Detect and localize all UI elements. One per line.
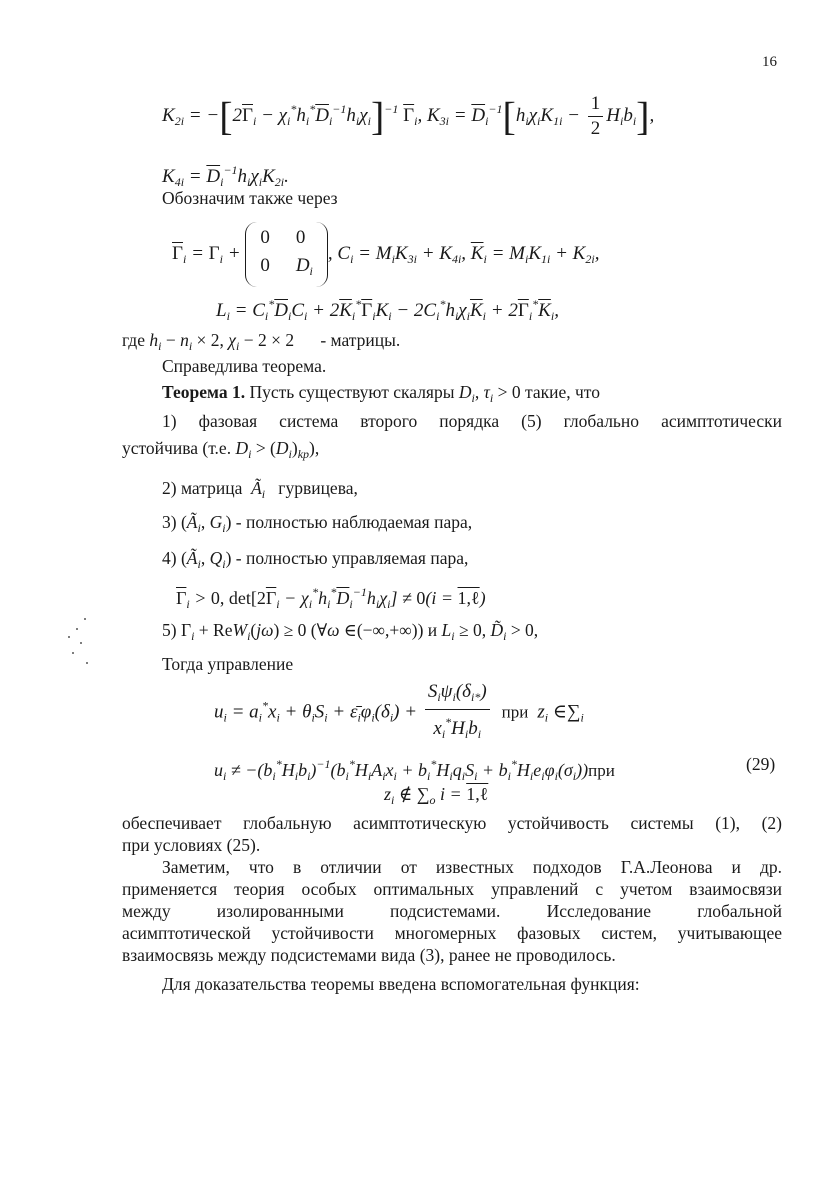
equation-u-line-3: $z_i$ ∉ $\sum_o$ i = 1,ℓ [384,784,489,807]
equation-number-29: (29) [746,754,776,774]
condition-4: 4) ($Ã_i$, $Q_i$) - полностью управляемая пара, [162,548,469,571]
page-number: 16 [762,54,777,70]
condition-1-line-2: устойчива (т.е. $D_i > (D_i)_{kp}$), [122,438,320,461]
scan-specks [62,618,92,668]
paragraph-note [122,856,782,966]
equation-u-line-2: $u_i \ne -(b_i^*H_ib_i)^{-1}(b_i^*H_iA_ix_i + b_i^*H_iq_iS_i + b_i^*H_ie_i\varphi_i(\sigma_i))при$ [214,757,615,783]
text-also-denote: Обозначим также через [162,188,338,208]
condition-1-line-1: 1) фазовая система второго порядка (5) глобально асимптотически [162,411,782,431]
text-proof-intro: Для доказательства теоремы введена вспомогательная функция: [162,974,640,994]
equation-k4: $K_{4i} = \overline{D}_i^{-1}h_i\chi_iK_{2i}$. [162,163,289,189]
condition-3: 3) ($Ã_i$, $G_i$) - полностью наблюдаемая пара, [162,512,473,535]
equation-k2-k3: $K_{2i} = -[2\overline{\Gamma}_i - \chi_i^*h_i^*\overline{D}_i^{-1}h_i\chi_i]^{-1}$ $\overline{\Gamma}_i$, $K_{3i} = \overline{D}_i^{-1}[h_i\chi_iK_{1i}$ − $\frac{1}{2}$ $H_ib_i$], [162,93,655,139]
text-theorem-valid: Справедлива теорема. [162,356,327,376]
condition-4-extra: $\overline{\Gamma}_i > 0$, $\det[2\overline{\Gamma}_i - \chi_i^*h_i^*\overline{D}_i^{-1}h_i\chi_i] \ne 0(i$ = 1,ℓ) [176,585,486,611]
condition-5: 5) $\Gamma_i + ReW_i(j\omega) \ge 0$ (∀ω ∈(−∞,+∞)) и $L_i \ge 0$, $D̃_i > 0$, [162,620,539,643]
note-line-1: Заметим, что в отличии от известных подходов Г.А.Леонова и др. [162,857,782,877]
paragraph-conclusion [122,812,782,856]
conclusion-line-2: при условиях (25). [122,835,261,855]
equation-gamma-c-k: $\overline{\Gamma}_i = \Gamma_i$ + 0 0 0 $D_i$ , $C_i = M_iK_{3i} + K_{4i}$, $\overline{K}_i = M_iK_{1i} + K_{2i}$, [172,222,599,287]
matrix-2x2: 0 0 0 $D_i$ [245,222,328,287]
conclusion-line-1: обеспечивает глобальную асимптотическую устойчивость системы (1), (2) [122,813,782,833]
text-where-matrices: где $h_i - n_i \times 2$, $\chi_i - 2 \times 2$ - матрицы. [122,330,401,353]
equation-u-line-1: $u_i = a_i^*x_i + \theta_iS_i$ + $\varepsilon̄_i\varphi_i(\delta_i)$ + $\frac{S_i\psi_i(\delta_{i*})}{x_i^*H_ib_i}$ при $z_i$ $\in\sum_i$ [214,681,584,741]
note-line-2: применяется теория особых оптимальных управлений с учетом взаимосвязи [122,879,782,899]
condition-2: 2) матрица $Ã_i$ гурвицева, [162,478,358,501]
note-line-5: взаимосвязь между подсистемами вида (3), ранее не проводилось. [122,945,616,965]
note-line-4: асимптотической устойчивости многомерных фазовых систем, учитывающее [122,923,782,943]
note-line-3: между изолированными подсистемами. Исследование глобальной [122,901,782,921]
equation-l: $L_i = C_i^*\overline{D}_iC_i + 2\overline{K}_i^*\overline{\Gamma}_iK_i - 2C_i^*h_i\chi_i\overline{K}_i + 2\overline{\Gamma}_i^*\overline{K}_i$, [216,297,559,323]
theorem-1-heading: Теорема 1. Пусть существуют скаляры $D_i$, $\tau_i > 0$ такие, что [162,382,600,405]
text-then-control: Тогда управление [162,654,294,674]
